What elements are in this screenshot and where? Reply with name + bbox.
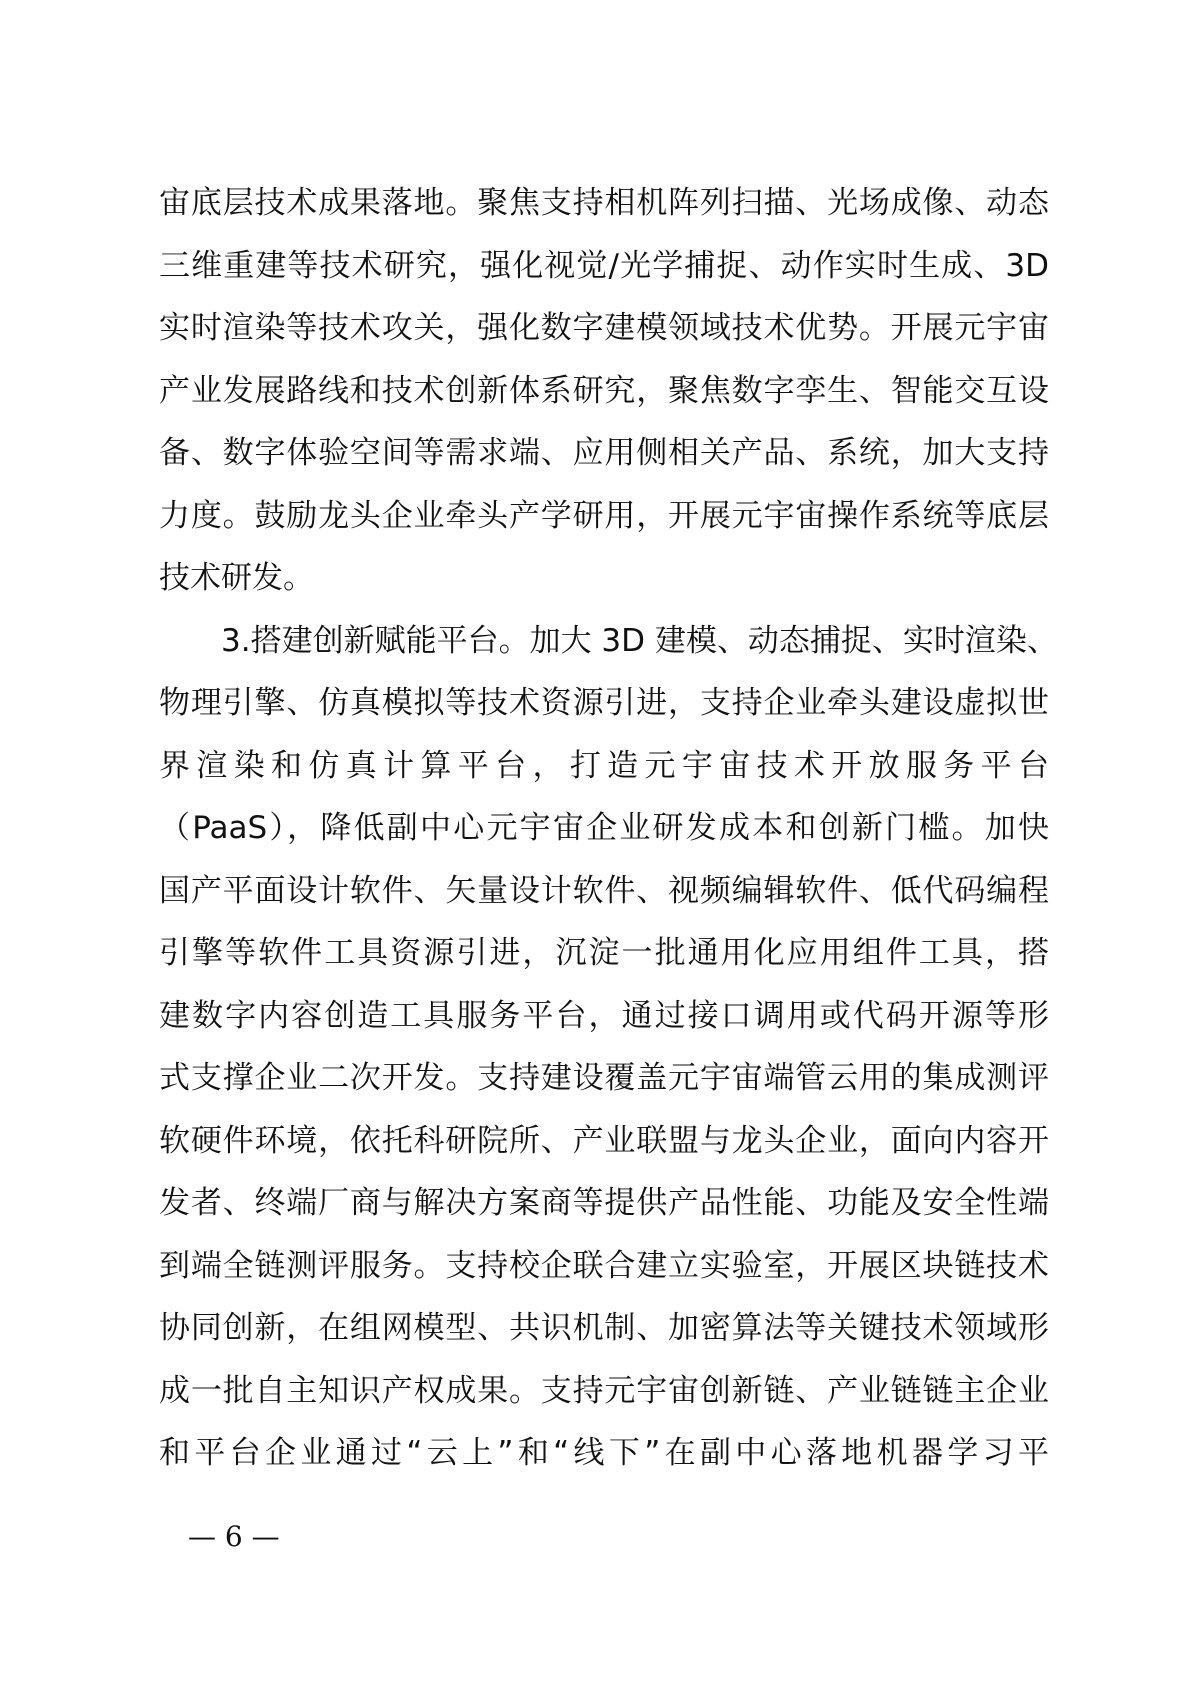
section-heading-line: 3.搭建创新赋能平台。加大 3D 建模、动态捕捉、实时渲染、 — [221, 622, 1058, 659]
text-line: 引擎等软件工具资源引进，沉淀一批通用化应用组件工具，搭 — [159, 935, 1049, 971]
text-line: 备、数字体验空间等需求端、应用侧相关产品、系统，加大支持 — [159, 435, 1049, 471]
page-number: — 6 — — [188, 1520, 280, 1553]
text-line: 和平台企业通过“云上”和“线下”在副中心落地机器学习平 — [159, 1435, 1049, 1471]
text-line: 国产平面设计软件、矢量设计软件、视频编辑软件、低代码编程 — [159, 872, 1049, 909]
text-line: 技术研发。 — [159, 560, 314, 596]
text-line: 建数字内容创造工具服务平台，通过接口调用或代码开源等形 — [159, 997, 1049, 1034]
text-line: 到端全链测评服务。支持校企联合建立实验室，开展区块链技术 — [159, 1247, 1049, 1284]
text-line: 式支撑企业二次开发。支持建设覆盖元宇宙端管云用的集成测评 — [159, 1060, 1049, 1096]
body-text — [159, 172, 1058, 1485]
text-line: 界渲染和仿真计算平台，打造元宇宙技术开放服务平台 — [159, 747, 1049, 784]
text-line: 力度。鼓励龙头企业牵头产学研用，开展元宇宙操作系统等底层 — [159, 497, 1049, 534]
text-line: 产业发展路线和技术创新体系研究，聚焦数字孪生、智能交互设 — [159, 372, 1049, 409]
text-line: （PaaS），降低副中心元宇宙企业研发成本和创新门槛。加快 — [159, 810, 1049, 846]
text-line: 发者、终端厂商与解决方案商等提供产品性能、功能及安全性端 — [159, 1185, 1049, 1221]
text-line: 实时渲染等技术攻关，强化数字建模领域技术优势。开展元宇宙 — [159, 310, 1049, 346]
text-line: 协同创新，在组网模型、共识机制、加密算法等关键技术领域形 — [159, 1310, 1049, 1346]
text-line: 三维重建等技术研究，强化视觉/光学捕捉、动作实时生成、3D — [159, 247, 1049, 284]
text-line: 软硬件环境，依托科研院所、产业联盟与龙头企业，面向内容开 — [159, 1122, 1049, 1159]
text-line: 成一批自主知识产权成果。支持元宇宙创新链、产业链链主企业 — [159, 1372, 1049, 1409]
text-line: 物理引擎、仿真模拟等技术资源引进，支持企业牵头建设虚拟世 — [159, 685, 1049, 721]
text-line: 宙底层技术成果落地。聚焦支持相机阵列扫描、光场成像、动态 — [159, 185, 1049, 221]
